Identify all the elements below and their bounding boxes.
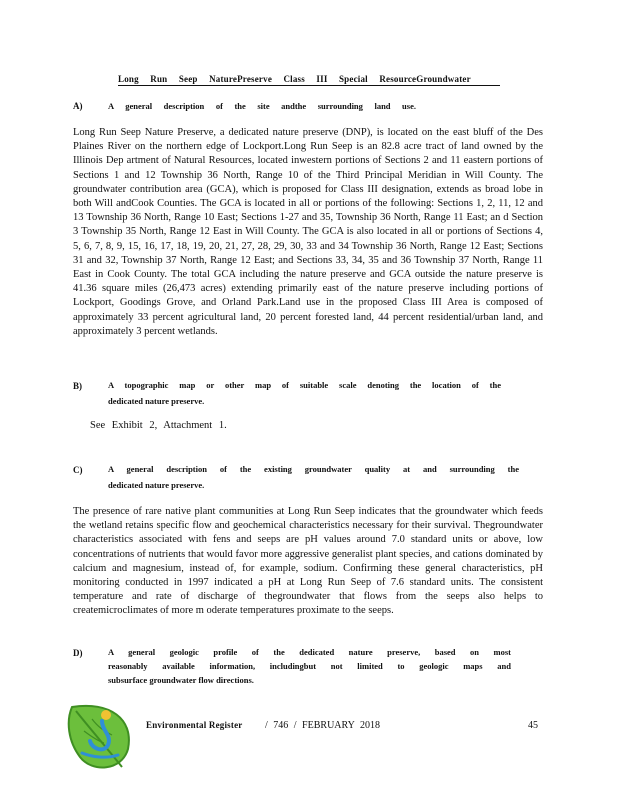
section-c-body [73, 505, 543, 619]
section-c-heading-line1: A general description of the existing groundwater quality at and surrounding the [108, 464, 519, 474]
footer-publication: Environmental Register [146, 720, 243, 730]
section-c-paragraph: The presence of rare native plant communities at Long Run Seep indicates that the groundwater which feeds the wetland retains specific flow and geochemical characteristics necessary for their survival. Thegroundwater characteristics associated with fens and seeps are pH values around 7.0 standard units or above, low concentrations of nutrients that would favor more aggressive generalist plant species, and cations dominated by calcium and magnesium, instead of, for example, sodium. Confirming these general characteristics, pH monitoring conducted in 1997 indicated a pH at Long Run Seep of 7.6 standard units. The consistent temperature and rate of discharge of thegroundwater that flows from the seeps also helps to createmicroclimates of more m oderate temperatures proximate to the seeps. [73, 506, 543, 617]
section-d-heading-line2: reasonably available information, includingbut not limited to geologic maps and [108, 661, 511, 671]
section-a-heading: A general description of the site andthe surrounding land use. [108, 101, 416, 111]
section-c-heading-line2: dedicated nature preserve. [108, 480, 205, 490]
leaf-logo-icon [62, 697, 140, 775]
section-a-paragraph: Long Run Seep Nature Preserve, a dedicated nature preserve (DNP), is located on the east bluff of the Des Plaines River on the northern edge of Lockport.Long Run Seep is an 82.8 acre tract of land owned by the Illinois Dep artment of Natural Resources, located inwestern portions of Sections 2 and 11 eastern portions of Sections 1 and 12 Township 36 North, Range 10 of the Third Principal Meridian in Will County. The groundwater contribution area (GCA), which is proposed for Class III designation, extends as broad lobe in both Will andCook Counties. The GCA is located in all or portions of the following: Sections 1, 2, 11, 12 and 13 Township 36 North, Range 10 East; Sections 1-27 and 35, Township 36 North, Range 11 East; an d Section 3 Township 35 North, Range 12 East in Will County. The GCA is also located in all or portions of Sections 4, 5, 6, 7, 8, 9, 15, 16, 17, 18, 19, 20, 21, 27, 28, 29, 30, 33 and 34 Township 36 North, Range 12 East; Sections 31 and 32, Township 37 North, Range 12 East; and Sections 33, 34, 35 and 36 Township 37 North, Range 11 East in Cook County. The total GCA including the nature preserve and GCA outside the nature preserve is 41.36 square miles (26,473 acres) extending primarily east of the nature preserve including portions of Lockport, Goodings Grove, and Orland Park.Land use in the proposed Class III Area is composed of approximately 33 percent agricultural land, 20 percent forested land, 44 percent residential/urban land, and approximately 3 percent wetlands. [73, 127, 543, 337]
footer-page-number: 45 [528, 720, 538, 731]
section-b-letter: B) [73, 381, 82, 391]
title-underline [118, 85, 500, 86]
section-b-heading-line2: dedicated nature preserve. [108, 396, 205, 406]
section-a-body [73, 126, 543, 339]
section-d-heading-line3: subsurface groundwater flow directions. [108, 675, 254, 685]
section-b-body: See Exhibit 2, Attachment 1. [90, 420, 227, 431]
section-b-heading-line1: A topographic map or other map of suitable scale denoting the location of the [108, 380, 501, 390]
section-d-heading-line1: A general geologic profile of the dedicated nature preserve, based on most [108, 647, 511, 657]
section-d-letter: D) [73, 648, 83, 658]
section-c-letter: C) [73, 465, 83, 475]
footer-issue: / 746 / FEBRUARY 2018 [265, 720, 380, 731]
section-a-letter: A) [73, 101, 83, 111]
page-title: Long Run Seep NaturePreserve Class III Special ResourceGroundwater [118, 74, 471, 84]
